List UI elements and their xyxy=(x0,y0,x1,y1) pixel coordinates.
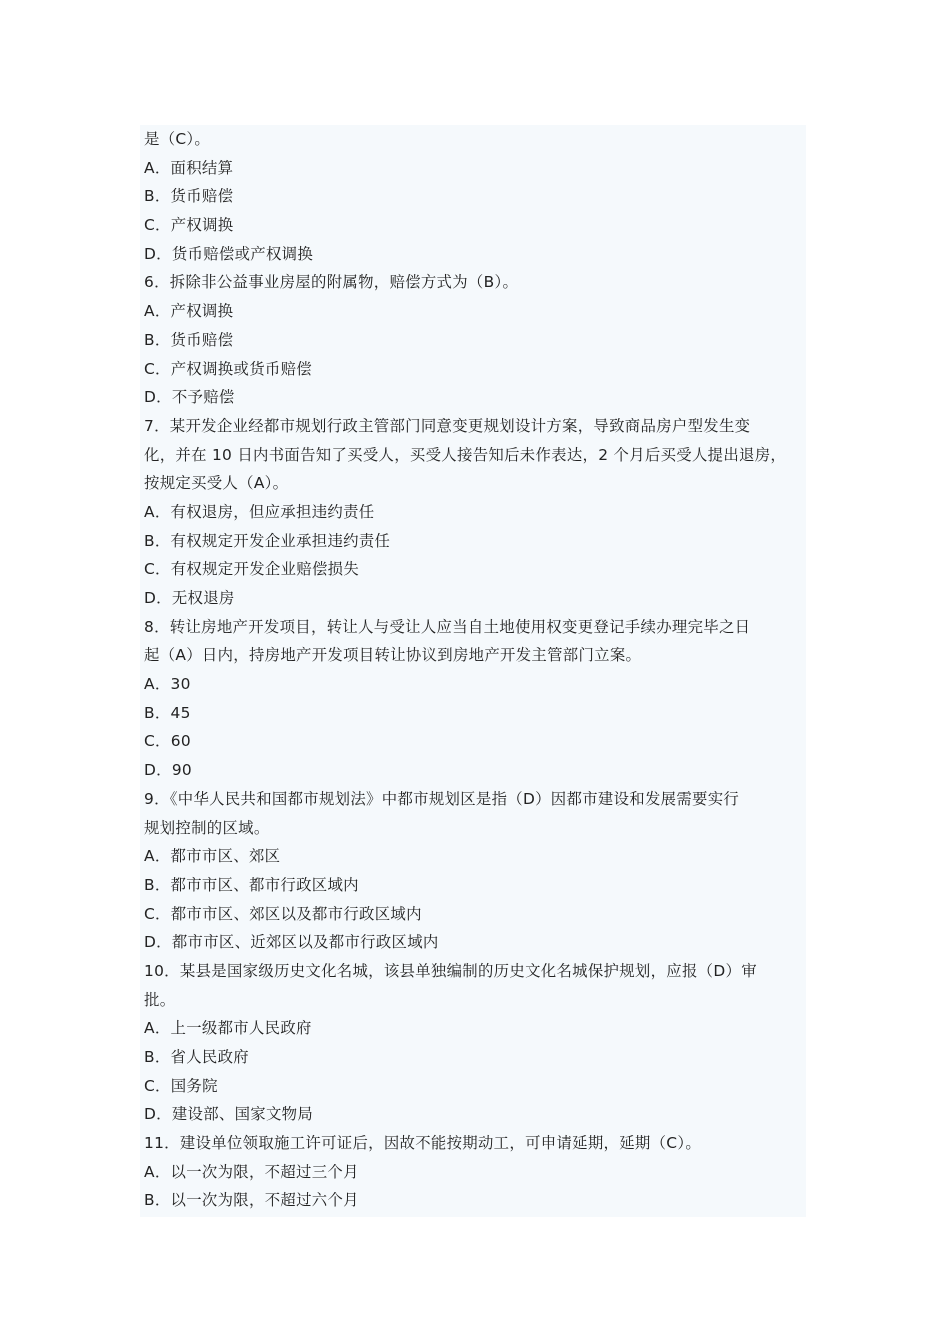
option-line: D．建设部、国家文物局 xyxy=(144,1105,314,1124)
option-line: D．无权退房 xyxy=(144,589,235,607)
question-line: 起（A）日内，持房地产开发项目转让协议到房地产开发主管部门立案。 xyxy=(144,646,642,665)
option-line: A．以一次为限，不超过三个月 xyxy=(144,1162,359,1181)
question-line: 规划控制的区域。 xyxy=(144,818,270,837)
option-line: D．都市市区、近郊区以及都市行政区域内 xyxy=(144,933,439,952)
option-line: C．有权规定开发企业赔偿损失 xyxy=(144,560,360,579)
option-line: B．45 xyxy=(144,703,191,722)
option-line: D．90 xyxy=(144,761,193,780)
question-line: 10．某县是国家级历史文化名城，该县单独编制的历史文化名城保护规划，应报（D）审 xyxy=(144,961,757,980)
option-line: D．货币赔偿或产权调换 xyxy=(144,244,314,263)
option-line: C．都市市区、郊区以及都市行政区域内 xyxy=(144,904,422,923)
option-line: B．有权规定开发企业承担违约责任 xyxy=(144,531,391,550)
question-line: 11．建设单位领取施工许可证后，因故不能按期动工，可申请延期，延期（C）。 xyxy=(144,1134,702,1153)
text-line: 是（C）。 xyxy=(144,130,211,148)
question-line: 9．《中华人民共和国都市规划法》中都市规划区是指（D）因都市建设和发展需要实行 xyxy=(144,789,740,808)
question-line: 化，并在 10 日内书面告知了买受人，买受人接告知后未作表达，2 个月后买受人提出退房， xyxy=(144,445,787,464)
question-line: 6．拆除非公益事业房屋的附属物，赔偿方式为（B）。 xyxy=(144,273,519,292)
question-line: 7．某开发企业经都市规划行政主管部门同意变更规划设计方案，导致商品房户型发生变 xyxy=(144,416,751,435)
option-line: B．都市市区、都市行政区域内 xyxy=(144,875,359,894)
question-line: 8．转让房地产开发项目，转让人与受让人应当自土地使用权变更登记手续办理完毕之日 xyxy=(144,617,751,636)
option-line: A．30 xyxy=(144,675,191,694)
option-line: A．面积结算 xyxy=(144,158,234,177)
option-line: B．货币赔偿 xyxy=(144,330,234,349)
option-line: B．以一次为限，不超过六个月 xyxy=(144,1191,359,1210)
option-line: C．产权调换或货币赔偿 xyxy=(144,359,312,378)
option-line: A．有权退房，但应承担违约责任 xyxy=(144,502,375,521)
option-line: C．国务院 xyxy=(144,1076,218,1095)
option-line: D．不予赔偿 xyxy=(144,388,235,407)
question-line: 批。 xyxy=(144,990,176,1009)
option-line: B．省人民政府 xyxy=(144,1048,250,1066)
document-body xyxy=(140,125,806,1217)
option-line: C．60 xyxy=(144,732,191,751)
option-line: C．产权调换 xyxy=(144,216,234,235)
option-line: A．都市市区、郊区 xyxy=(144,847,281,866)
option-line: A．上一级都市人民政府 xyxy=(144,1019,312,1038)
option-line: B．货币赔偿 xyxy=(144,187,234,206)
option-line: A．产权调换 xyxy=(144,302,234,321)
question-line: 按规定买受人（A）。 xyxy=(144,474,289,493)
